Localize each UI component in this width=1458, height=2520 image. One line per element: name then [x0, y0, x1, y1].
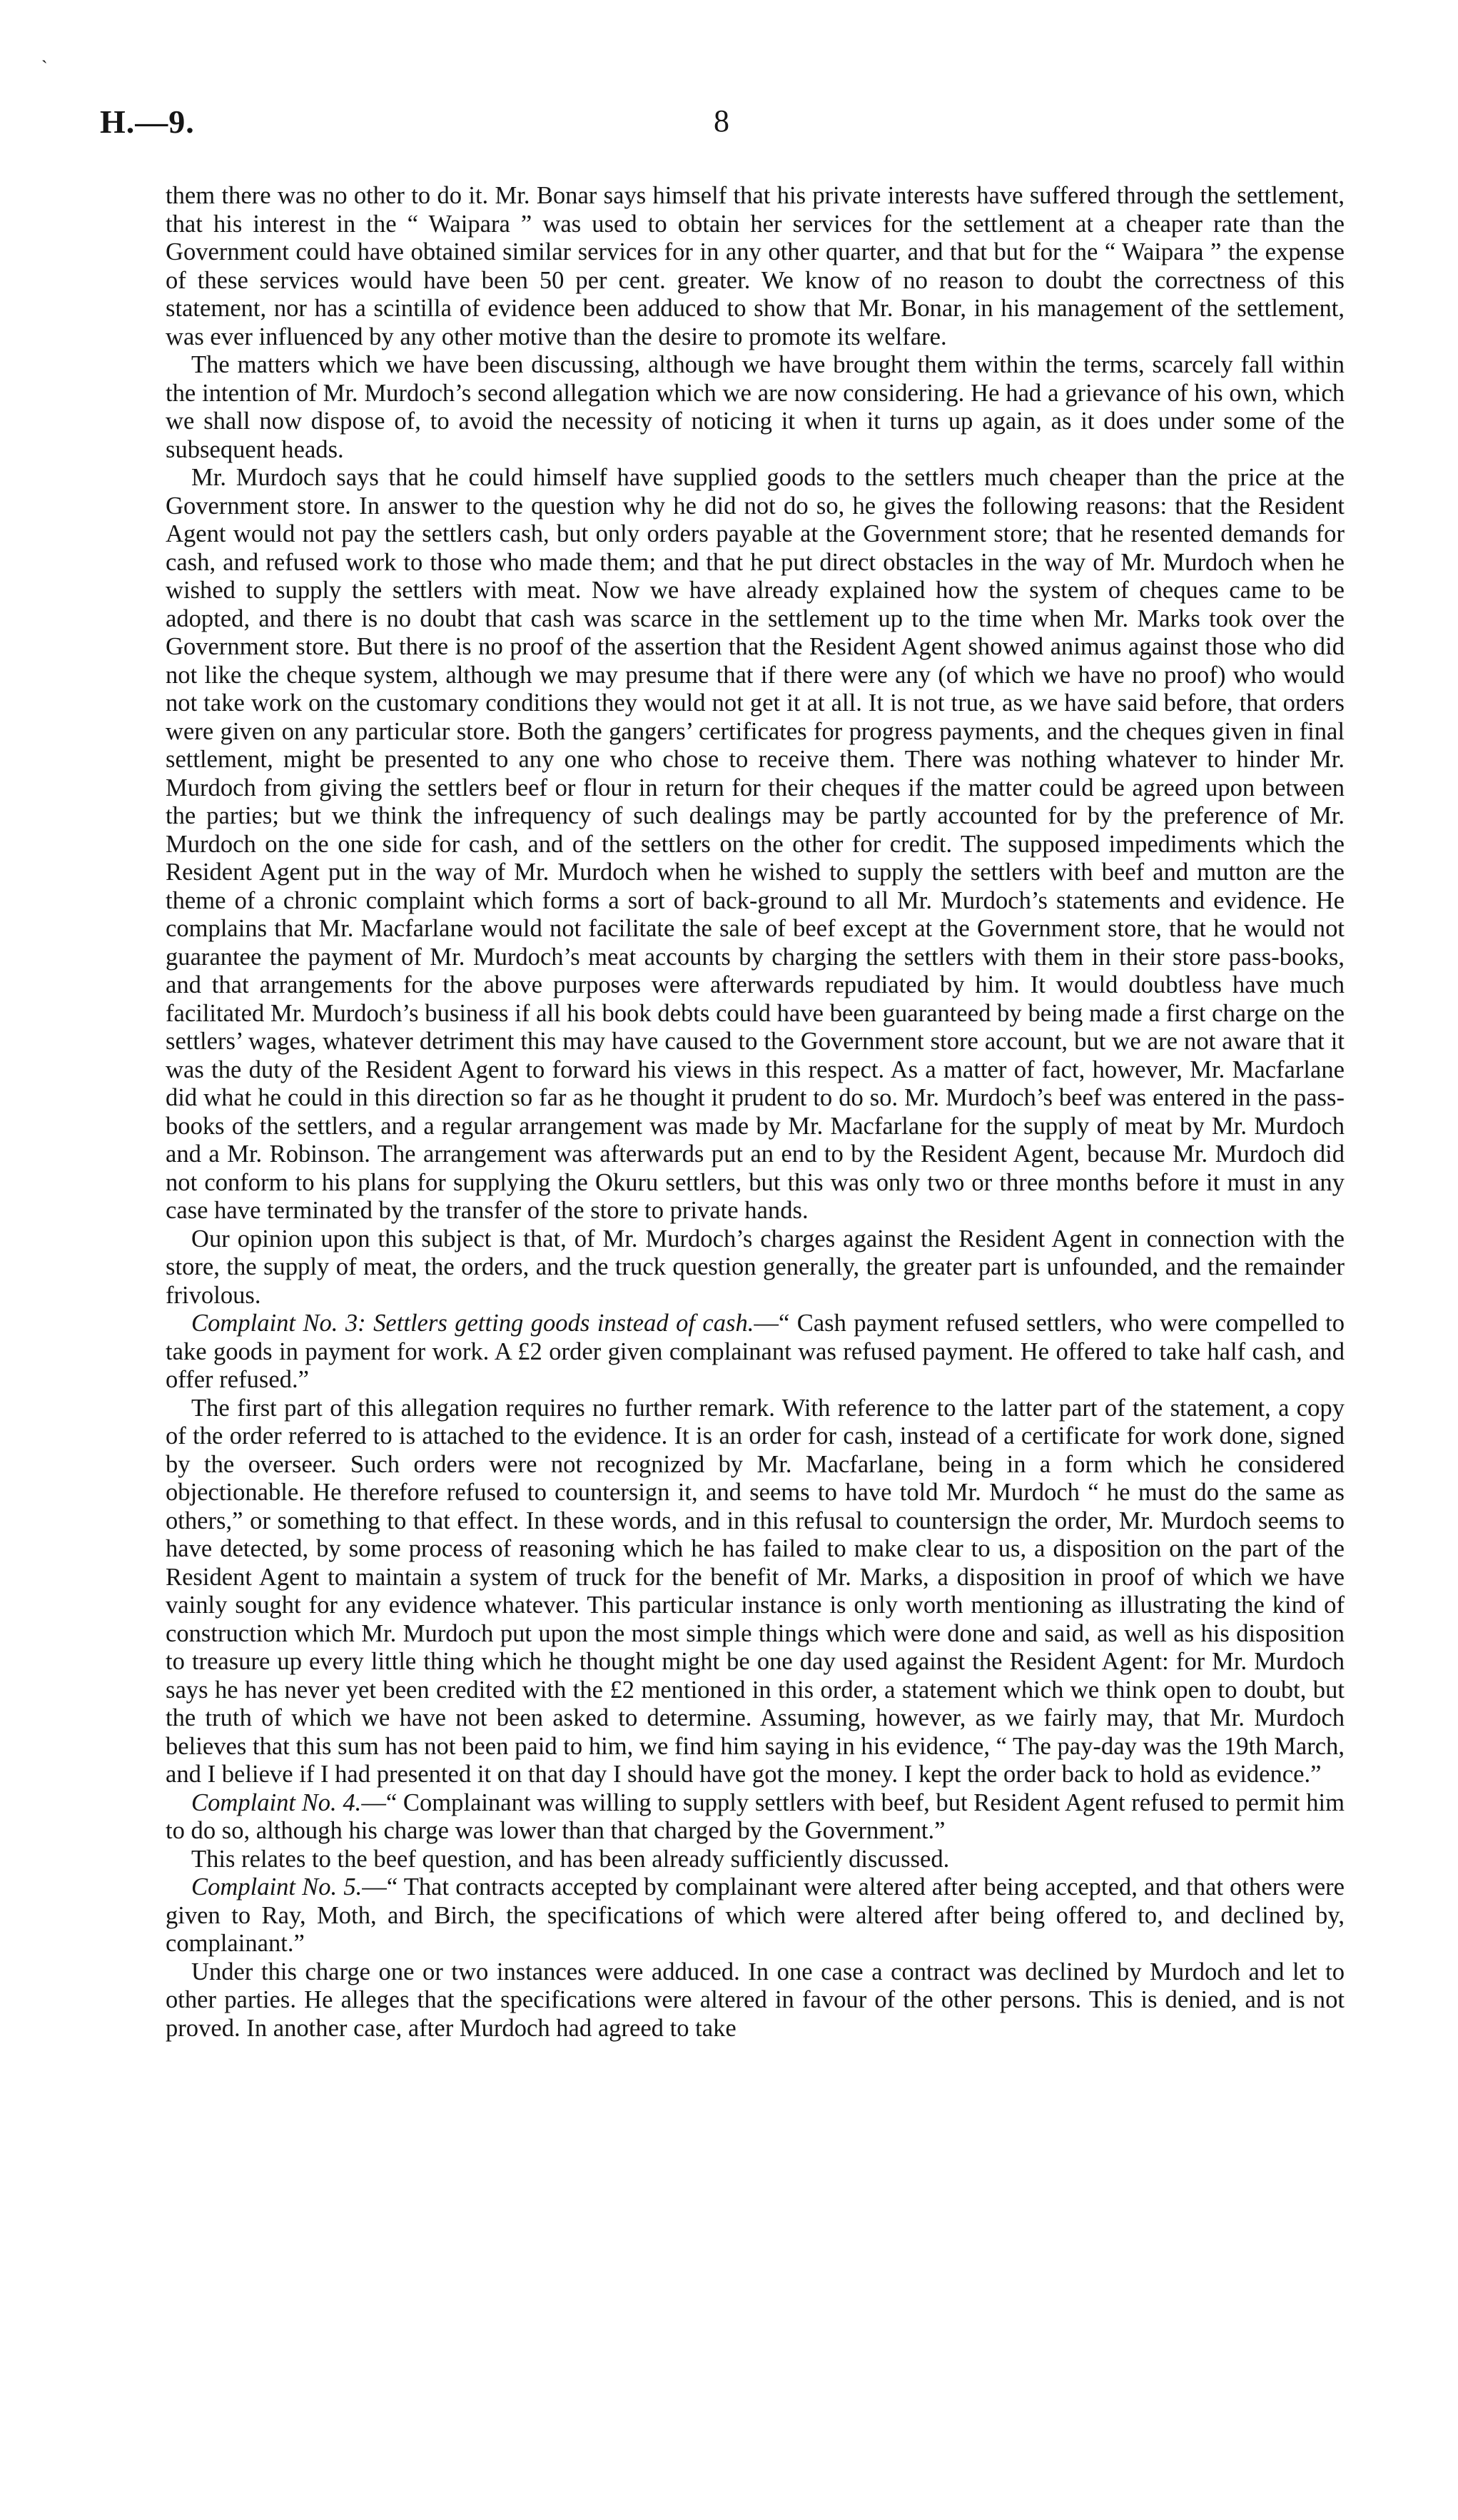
paragraph: [166, 1395, 1345, 1789]
paragraph-text: Under this charge one or two instances were adduced. In one case a contract was declined by Murdoch and let to other parties. He alleges that the specifications were altered in favour of the other persons. This is denied, and is not proved. In another case, after Murdoch had agreed to take: [166, 1958, 1345, 2042]
paragraph: [166, 351, 1345, 464]
paragraph-text: —“ That contracts accepted by complainant were altered after being accepted, and that others were given to Ray, Moth, and Birch, the specifications of which were altered after being offered to, and declined by, complainant.”: [166, 1873, 1345, 1957]
paragraph: [166, 1225, 1345, 1310]
complaint-paragraph: [166, 1310, 1345, 1395]
paragraph: [166, 464, 1345, 1225]
paragraph: [166, 1958, 1345, 2043]
paragraph-text: —“ Complainant was willing to supply settlers with beef, but Resident Agent refused to permit him to do so, although his charge was lower than that charged by the Government.”: [166, 1788, 1345, 1844]
paragraph-text: The matters which we have been discussing, although we have brought them within the terms, scarcely fall within the intention of Mr. Murdoch’s second allegation which we are now considering. He had a grievance of his own, which we shall now dispose of, to avoid the necessity of noticing it when it turns up again, as it does under some of the subsequent heads.: [166, 351, 1345, 463]
paragraph-text: them there was no other to do it. Mr. Bonar says himself that his private interests have suffered through the settlement, that his interest in the “ Waipara ” was used to obtain her services for the settlement at a cheaper rate than the Government could have obtained similar services for in any other quarter, and that but for the “ Waipara ” the expense of these services would have been 50 per cent. greater. We know of no reason to doubt the correctness of this statement, nor has a scintilla of evidence been adduced to show that Mr. Bonar, in his management of the settlement, was ever influenced by any other motive than the desire to promote its welfare.: [166, 182, 1345, 350]
paragraph-text: Mr. Murdoch says that he could himself have supplied goods to the settlers much cheaper than the price at the Government store. In answer to the question why he did not do so, he gives the following reasons: that the Resident Agent would not pay the settlers cash, but only orders payable at the Government store; that he resented demands for cash, and refused work to those who made them; and that he put direct obstacles in the way of Mr. Murdoch when he wished to supply the settlers with meat. Now we have already explained how the system of cheques came to be adopted, and there is no doubt that cash was scarce in the settlement up to the time when Mr. Marks took over the Government store. But there is no proof of the assertion that the Resident Agent showed animus against those who did not like the cheque system, although we may presume that if there were any (of which we have no proof) who would not take work on the customary conditions they would not get it at all. It is not true, as we have said before, that orders were given on any particular store. Both the gangers’ certificates for progress payments, and the cheques given in final settlement, might be presented to any one who chose to receive them. There was nothing whatever to hinder Mr. Murdoch from giving the settlers beef or flour in return for their cheques if the matter could be agreed upon between the parties; but we think the infrequency of such dealings may be partly accounted for by the preference of Mr. Murdoch on the one side for cash, and of the settlers on the other for credit. The supposed impediments which the Resident Agent put in the way of Mr. Murdoch when he wished to supply the settlers with beef and mutton are the theme of a chronic complaint which forms a sort of back-ground to all Mr. Murdoch’s statements and evidence. He complains that Mr. Macfarlane would not facilitate the sale of beef except at the Government store, that he would not guarantee the payment of Mr. Murdoch’s meat accounts by charging the settlers with them in their store pass-books, and that arrangements for the above purposes were afterwards repudiated by him. It would doubtless have much facilitated Mr. Murdoch’s business if all his book debts could have been guaranteed by being made a first charge on the settlers’ wages, whatever detriment this may have caused to the Government store account, but we are not aware that it was the duty of the Resident Agent to forward his views in this respect. As a matter of fact, however, Mr. Macfarlane did what he could in this direction so far as he thought it prudent to do so. Mr. Murdoch’s beef was entered in the pass-books of the settlers, and a regular arrangement was made by Mr. Macfarlane for the supply of meat by Mr. Murdoch and a Mr. Robinson. The arrangement was afterwards put an end to by the Resident Agent, because Mr. Murdoch did not conform to his plans for supplying the Okuru settlers, but this was only two or three months before it must in any case have terminated by the transfer of the store to private hands.: [166, 464, 1345, 1224]
body-text: [166, 182, 1345, 2043]
complaint-paragraph: [166, 1873, 1345, 1958]
complaint-heading: Complaint No. 4.: [191, 1788, 362, 1816]
document-reference: H.—9.: [100, 103, 195, 140]
paragraph-text: —“ Cash payment refused settlers, who were compelled to take goods in payment for work. A £2 order given complainant was refused payment. He offered to take half cash, and offer refused.”: [166, 1310, 1345, 1393]
complaint-paragraph: [166, 1789, 1345, 1846]
margin-mark: ˎ: [41, 43, 48, 64]
complaint-heading: Complaint No. 3: Settlers getting goods instead of cash.: [191, 1310, 754, 1337]
paragraph: [166, 182, 1345, 351]
paragraph-text: This relates to the beef question, and has been already sufficiently discussed.: [191, 1845, 950, 1873]
paragraph-text: The first part of this allegation requires no further remark. With reference to the latter part of the statement, a copy of the order referred to is attached to the evidence. It is an order for cash, instead of a certificate for work done, signed by the overseer. Such orders were not recognized by Mr. Macfarlane, being in a form which he considered objectionable. He therefore refused to countersign it, and seems to have told Mr. Murdoch “ he must do the same as others,” or something to that effect. In these words, and in this refusal to countersign the order, Mr. Murdoch seems to have detected, by some process of reasoning which he has failed to make clear to us, a disposition on the part of the Resident Agent to maintain a system of truck for the benefit of Mr. Marks, a disposition in proof of which we have vainly sought for any evidence whatever. This particular instance is only worth mentioning as illustrating the kind of construction which Mr. Murdoch put upon the most simple things which were done and said, as well as his disposition to treasure up every little thing which he thought might be one day used against the Resident Agent: for Mr. Murdoch says he has never yet been credited with the £2 mentioned in this order, a statement which we think open to doubt, but the truth of which we have not been asked to determine. Assuming, however, as we fairly may, that Mr. Murdoch believes that this sum has not been paid to him, we find him saying in his evidence, “ The pay-day was the 19th March, and I believe if I had presented it on that day I should have got the money. I kept the order back to hold as evidence.”: [166, 1394, 1345, 1788]
paragraph-text: Our opinion upon this subject is that, of Mr. Murdoch’s charges against the Resident Agent in connection with the store, the supply of meat, the orders, and the truck question generally, the greater part is unfounded, and the remainder frivolous.: [166, 1225, 1345, 1309]
paragraph: [166, 1846, 1345, 1874]
complaint-heading: Complaint No. 5.: [191, 1873, 363, 1901]
page-number: 8: [714, 103, 729, 138]
